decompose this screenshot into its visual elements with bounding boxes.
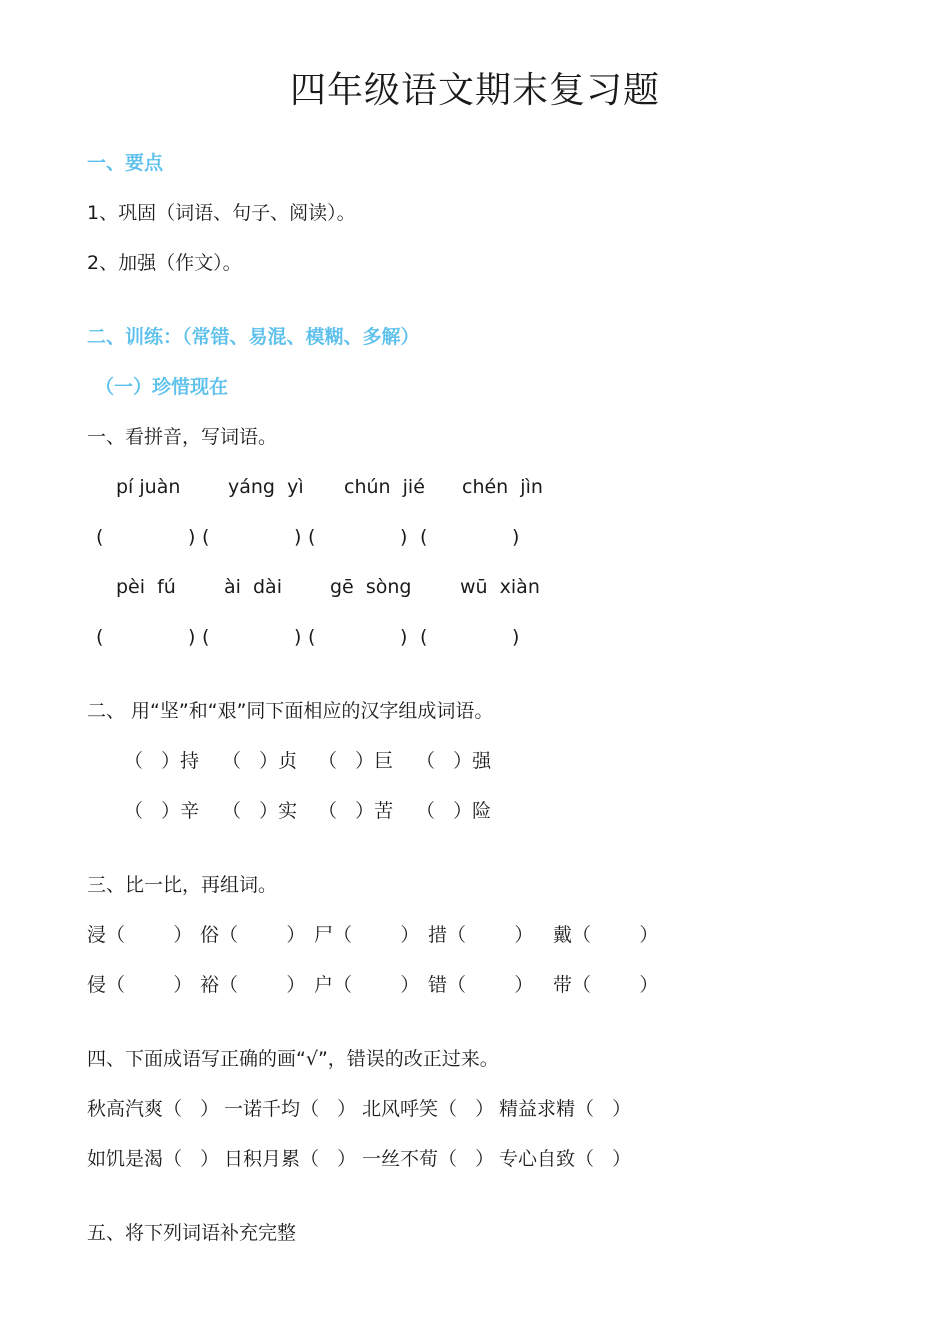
pinyin-item: chún jié xyxy=(344,476,425,498)
pinyin-item: pí juàn xyxy=(116,476,181,498)
idiom-item: 如饥是渴（ ） xyxy=(87,1148,220,1170)
compare-item: 浸（ ） xyxy=(87,924,193,946)
idiom-item: 一丝不荀（ ） xyxy=(362,1148,495,1170)
answer-blank: ( ) xyxy=(202,526,302,548)
compare-item: 戴（ ） xyxy=(553,924,659,946)
question-3-title: 三、比一比，再组词。 xyxy=(87,874,278,896)
fill-item: （ ）辛 xyxy=(124,800,200,822)
answer-blank: ( ) xyxy=(308,526,408,548)
idiom-item: 北风呼笑（ ） xyxy=(362,1098,495,1120)
question-2-title: 二、 用“坚”和“艰”同下面相应的汉字组成词语。 xyxy=(87,700,494,722)
question-1-title: 一、看拼音，写词语。 xyxy=(87,426,278,448)
fill-item: （ ）险 xyxy=(416,800,492,822)
key-point-1: 1、巩固（词语、句子、阅读）。 xyxy=(87,202,356,224)
key-point-2: 2、加强（作文）。 xyxy=(87,252,242,274)
idiom-item: 秋高汽爽（ ） xyxy=(87,1098,220,1120)
pinyin-item: gē sòng xyxy=(330,576,412,598)
section-heading-training: 二、训练：（常错、易混、模糊、多解） xyxy=(87,326,420,348)
answer-blank: ( ) xyxy=(202,626,302,648)
page-title: 四年级语文期末复习题 xyxy=(289,70,660,111)
section-heading-key-points: 一、要点 xyxy=(87,152,164,174)
compare-item: 裕（ ） xyxy=(200,974,306,996)
pinyin-item: pèi fú xyxy=(116,576,176,598)
question-4-title: 四、下面成语写正确的画“√”，错误的改正过来。 xyxy=(87,1048,499,1070)
fill-item: （ ）贞 xyxy=(222,750,298,772)
answer-blank: ( ) xyxy=(420,526,520,548)
compare-item: 侵（ ） xyxy=(87,974,193,996)
fill-item: （ ）巨 xyxy=(318,750,394,772)
fill-item: （ ）实 xyxy=(222,800,298,822)
compare-item: 带（ ） xyxy=(553,974,659,996)
compare-item: 措（ ） xyxy=(428,924,534,946)
pinyin-item: ài dài xyxy=(224,576,282,598)
fill-item: （ ）苦 xyxy=(318,800,394,822)
compare-item: 俗（ ） xyxy=(200,924,306,946)
answer-blank: ( ) xyxy=(96,526,196,548)
compare-item: 户（ ） xyxy=(314,974,420,996)
answer-blank: ( ) xyxy=(308,626,408,648)
idiom-item: 一诺千均（ ） xyxy=(224,1098,357,1120)
compare-item: 尸（ ） xyxy=(314,924,420,946)
subsection-heading: （一）珍惜现在 xyxy=(95,376,229,398)
pinyin-item: chén jìn xyxy=(462,476,543,498)
compare-item: 错（ ） xyxy=(428,974,534,996)
answer-blank: ( ) xyxy=(420,626,520,648)
fill-item: （ ）持 xyxy=(124,750,200,772)
idiom-item: 精益求精（ ） xyxy=(499,1098,632,1120)
idiom-item: 专心自致（ ） xyxy=(499,1148,632,1170)
fill-item: （ ）强 xyxy=(416,750,492,772)
idiom-item: 日积月累（ ） xyxy=(224,1148,357,1170)
answer-blank: ( ) xyxy=(96,626,196,648)
pinyin-item: wū xiàn xyxy=(460,576,540,598)
question-5-title: 五、将下列词语补充完整 xyxy=(87,1222,297,1244)
pinyin-item: yáng yì xyxy=(228,476,304,498)
